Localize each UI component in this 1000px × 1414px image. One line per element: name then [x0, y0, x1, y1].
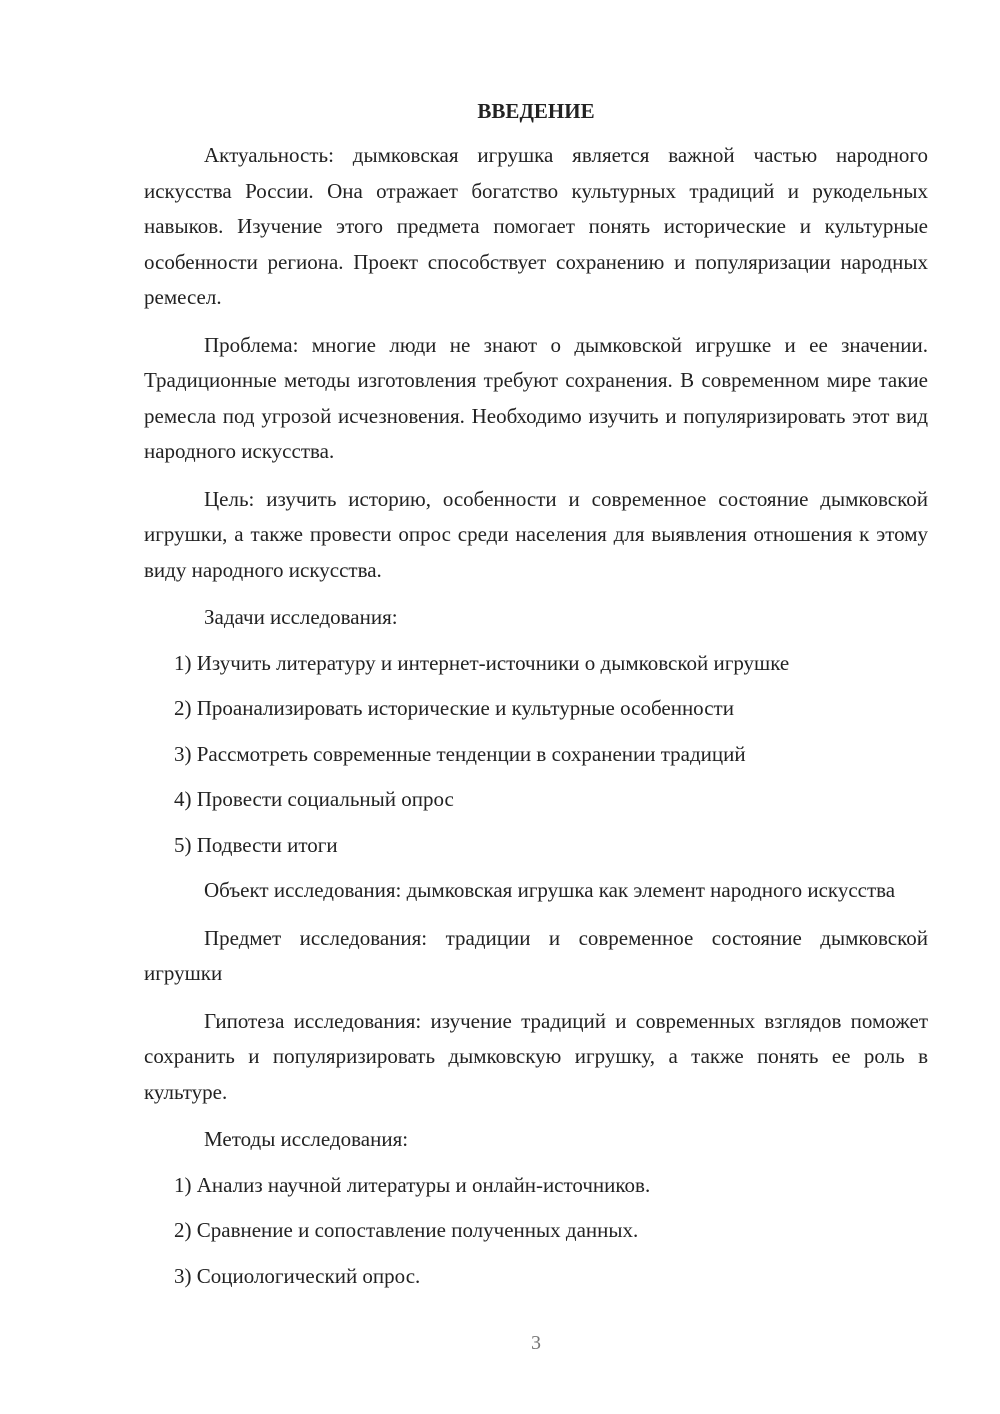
list-item: 2) Проанализировать исторические и культурные особенности — [174, 696, 734, 720]
goal-paragraph: Цель: изучить историю, особенности и современное состояние дымковской игрушки, а также провести опрос среди населения для выявления отношения к этому виду народного искусства. — [144, 486, 928, 582]
methods-list — [144, 1168, 928, 1295]
page-title: ВВЕДЕНИЕ — [477, 99, 595, 123]
problem-paragraph: Проблема: многие люди не знают о дымковской игрушке и ее значении. Традиционные методы изготовления требуют сохранения. В современном мире такие ремесла под угрозой исчезновения. Необходимо изучить и популяризировать этот вид народного искусства. — [144, 332, 928, 463]
page-number: 3 — [531, 1332, 541, 1354]
list-item: 5) Подвести итоги — [174, 832, 338, 857]
list-item: 3) Социологический опрос. — [174, 1263, 421, 1288]
list-item: 1) Изучить литературу и интернет-источники о дымковской игрушке — [174, 650, 790, 675]
hypothesis-paragraph: Гипотеза исследования: изучение традиций и современных взглядов поможет сохранить и популяризировать дымковскую игрушку, а также понять ее роль в культуре. — [144, 1008, 928, 1104]
relevance-paragraph: Актуальность: дымковская игрушка является важной частью народного искусства России. Она отражает богатство культурных традиций и рукодельных навыков. Изучение этого предмета помогает понять исторические и культурные особенности региона. Проект способствует сохранению и популяризации народных ремесел. — [144, 143, 928, 309]
methods-heading: Методы исследования: — [204, 1127, 409, 1151]
tasks-heading: Задачи исследования: — [204, 605, 398, 629]
list-item: 3) Рассмотреть современные тенденции в сохранении традиций — [174, 741, 746, 766]
list-item: 2) Сравнение и сопоставление полученных данных. — [174, 1218, 639, 1242]
tasks-list — [144, 646, 928, 864]
document-page — [144, 96, 928, 1304]
subject-paragraph: Предмет исследования: традиции и современное состояние дымковской игрушки — [144, 925, 928, 985]
list-item: 4) Провести социальный опрос — [174, 787, 454, 811]
object-paragraph: Объект исследования: дымковская игрушка как элемент народного искусства — [204, 878, 896, 902]
list-item: 1) Анализ научной литературы и онлайн-источников. — [174, 1172, 651, 1197]
